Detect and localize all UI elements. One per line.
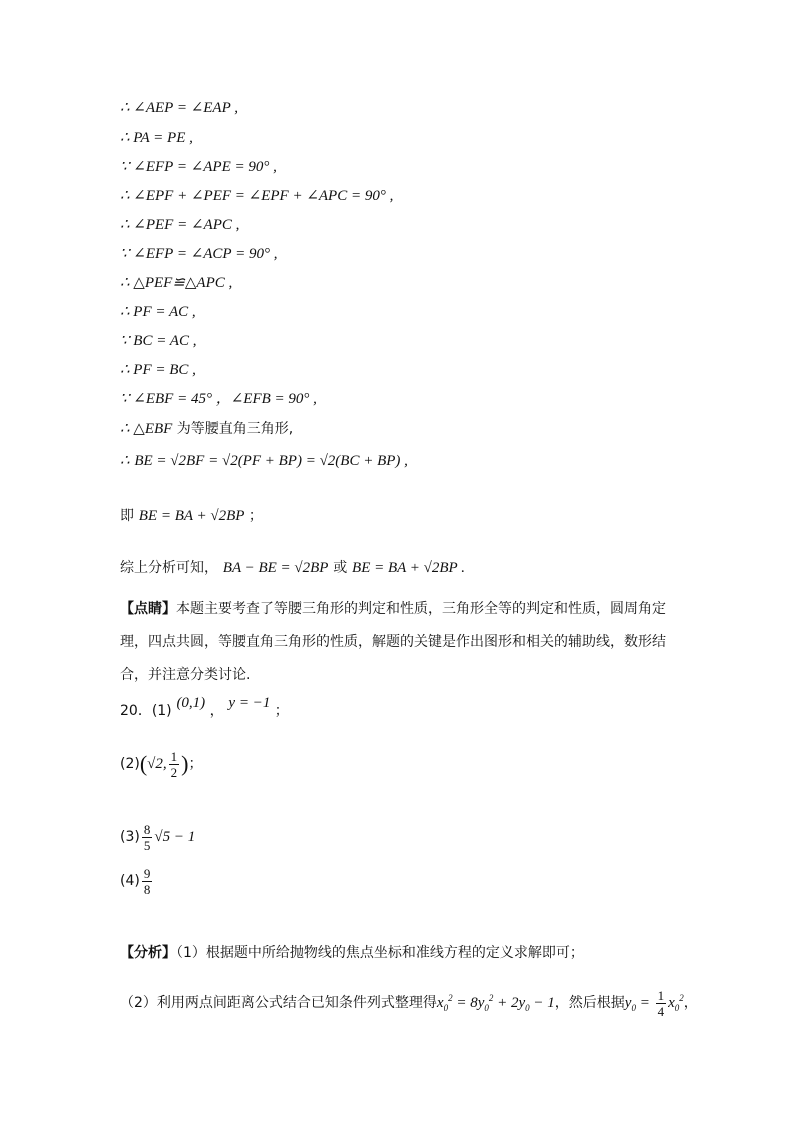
analysis-text: （2）利用两点间距离公式结合已知条件列式整理得 bbox=[120, 995, 437, 1011]
q20-part1 bbox=[120, 695, 289, 721]
part-label: (4) bbox=[120, 873, 140, 889]
proof-line: ∵ BC = AC , bbox=[120, 333, 197, 349]
punctuation: ， bbox=[683, 995, 698, 1011]
analysis-text: （1）根据题中所给抛物线的焦点坐标和准线方程的定义求解即可； bbox=[176, 945, 584, 961]
equation: $x_0^2 = 8y_0^2 + 2y_0 - 1$ bbox=[436, 993, 555, 1013]
answer-expression: √5 − 1 bbox=[154, 829, 196, 845]
equation: $y_0$ = bbox=[624, 995, 654, 1013]
proof-line: ∴ ∠AEP = ∠EAP , bbox=[120, 100, 238, 116]
proof-line: ∵ ∠EFP = ∠ACP = 90° , bbox=[120, 246, 278, 262]
fraction bbox=[656, 988, 667, 1019]
proof-text: 为等腰直角三角形, bbox=[172, 421, 294, 437]
proof-text: 或 bbox=[333, 560, 348, 576]
punctuation: ； bbox=[188, 756, 203, 772]
denominator: 2 bbox=[170, 764, 178, 780]
proof-line bbox=[120, 450, 408, 471]
proof-line: ∴ PF = AC , bbox=[120, 304, 196, 320]
question-number: 20．(1) bbox=[120, 703, 172, 719]
equation: $x_0^2$ bbox=[668, 993, 684, 1013]
comment-paragraph bbox=[120, 593, 690, 692]
punctuation: ； bbox=[270, 703, 289, 719]
proof-line bbox=[120, 505, 263, 526]
numerator: 8 bbox=[143, 821, 151, 837]
numerator: 9 bbox=[143, 865, 151, 881]
numerator: 1 bbox=[170, 748, 178, 764]
proof-line: ∴ ∠EPF + ∠PEF = ∠EPF + ∠APC = 90° , bbox=[120, 188, 394, 204]
q20-part3 bbox=[120, 818, 195, 855]
part-label: (2) bbox=[120, 756, 140, 772]
punctuation: , bbox=[400, 453, 408, 469]
fraction bbox=[142, 822, 153, 853]
equation: BA − BE = √2BP bbox=[222, 560, 329, 576]
analysis-text: ，然后根据 bbox=[554, 995, 625, 1011]
fraction bbox=[169, 749, 180, 780]
denominator: 4 bbox=[657, 1003, 665, 1019]
therefore-symbol: ∴ bbox=[120, 453, 130, 469]
denominator: 8 bbox=[143, 881, 151, 897]
analysis-label: 【分析】 bbox=[120, 945, 176, 961]
proof-text: 即 bbox=[120, 508, 134, 524]
focus-point: (0,1) bbox=[176, 695, 206, 711]
triangle-name: △EBF bbox=[133, 421, 173, 437]
proof-line: ∴ ∠PEF = ∠APC , bbox=[120, 217, 240, 233]
comment-text: 本题主要考查了等腰三角形的判定和性质，三角形全等的判定和性质，圆周角定理，四点共圆，等腰直角三角形的性质，解题的关键是作出图形和相关的辅助线，数形结合，并注意分类讨论. bbox=[120, 601, 666, 683]
analysis-line bbox=[120, 980, 698, 1026]
q20-part4 bbox=[120, 862, 154, 899]
fraction bbox=[142, 866, 153, 897]
proof-text: 综上分析可知， bbox=[120, 560, 218, 576]
proof-line: ∵ ∠EBF = 45° ，∠EFB = 90° , bbox=[120, 391, 317, 407]
proof-line bbox=[120, 418, 293, 439]
analysis-line bbox=[120, 943, 584, 963]
punctuation: ； bbox=[244, 508, 263, 524]
proof-line: ∴ PF = BC , bbox=[120, 362, 196, 378]
therefore-symbol: ∴ bbox=[120, 421, 134, 437]
root-value: √2, bbox=[147, 756, 167, 772]
paren-close: ) bbox=[181, 751, 189, 776]
proof-line: ∴ △PEF≌△APC , bbox=[120, 275, 233, 291]
proof-line: ∵ ∠EFP = ∠APE = 90° , bbox=[120, 159, 277, 175]
directrix-equation: y = −1 bbox=[228, 695, 271, 711]
equation: BE = √2BF = √2(PF + BP) = √2(BC + BP) bbox=[134, 453, 401, 469]
denominator: 5 bbox=[143, 837, 151, 853]
punctuation: ， bbox=[205, 703, 224, 719]
equation: BE = BA + √2BP bbox=[138, 508, 245, 524]
paren-open: ( bbox=[139, 751, 148, 776]
proof-line: ∴ PA = PE , bbox=[120, 130, 193, 146]
part-label: (3) bbox=[120, 829, 140, 845]
equation: BE = BA + √2BP bbox=[352, 560, 458, 576]
numerator: 1 bbox=[657, 987, 665, 1003]
q20-part2 bbox=[120, 745, 202, 782]
conclusion-line bbox=[120, 557, 465, 578]
punctuation: . bbox=[457, 560, 465, 576]
comment-label: 【点睛】 bbox=[120, 601, 176, 617]
